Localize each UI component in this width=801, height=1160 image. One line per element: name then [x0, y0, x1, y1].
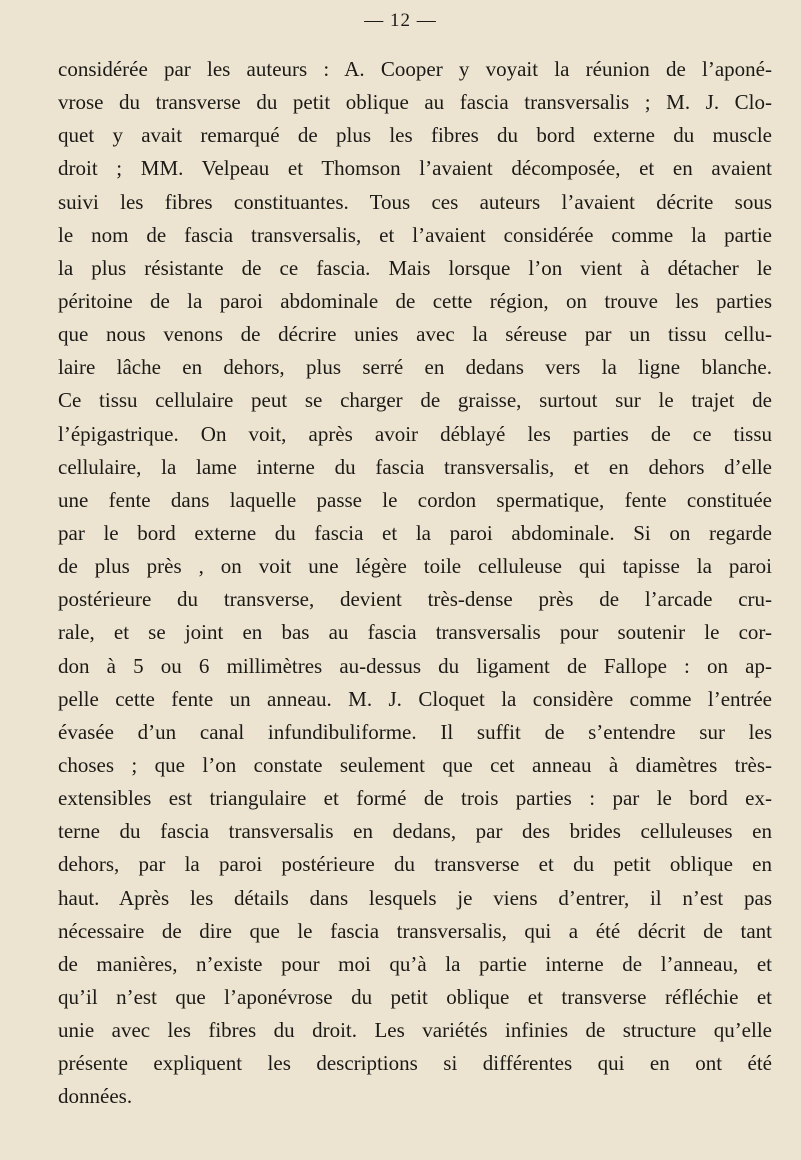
text-line: cellulaire, la lame interne du fascia transversalis, et en dehors d’elle: [58, 454, 772, 479]
text-line: qu’il n’est que l’aponévrose du petit oblique et transverse réfléchie et: [58, 984, 772, 1009]
text-line: quet y avait remarqué de plus les fibres du bord externe du muscle: [58, 123, 772, 148]
text-line: terne du fascia transversalis en dedans, par des brides celluleuses en: [58, 819, 772, 844]
text-line: suivi les fibres constituantes. Tous ces auteurs l’avaient décrite sous: [58, 189, 772, 214]
body-paragraph: [58, 53, 772, 1114]
text-line: postérieure du transverse, devient très-dense près de l’arcade cru-: [58, 587, 772, 612]
text-line: une fente dans laquelle passe le cordon spermatique, fente constituée: [58, 487, 772, 512]
text-line: rale, et se joint en bas au fascia transversalis pour soutenir le cor-: [58, 620, 772, 645]
text-line: extensibles est triangulaire et formé de trois parties : par le bord ex-: [58, 786, 772, 811]
text-line: pelle cette fente un anneau. M. J. Cloquet la considère comme l’entrée: [58, 686, 772, 711]
text-line: péritoine de la paroi abdominale de cette région, on trouve les parties: [58, 288, 772, 313]
page-number: — 12 —: [364, 10, 437, 31]
text-line: Ce tissu cellulaire peut se charger de graisse, surtout sur le trajet de: [58, 388, 772, 413]
text-line: présente expliquent les descriptions si différentes qui en ont été: [58, 1051, 772, 1076]
text-line: la plus résistante de ce fascia. Mais lorsque l’on vient à détacher le: [58, 255, 772, 280]
text-line: de manières, n’existe pour moi qu’à la partie interne de l’anneau, et: [58, 951, 772, 976]
text-line: nécessaire de dire que le fascia transversalis, qui a été décrit de tant: [58, 918, 772, 943]
text-line: laire lâche en dehors, plus serré en dedans vers la ligne blanche.: [58, 355, 772, 380]
text-line: haut. Après les détails dans lesquels je viens d’entrer, il n’est pas: [58, 885, 772, 910]
text-line: de plus près , on voit une légère toile celluleuse qui tapisse la paroi: [58, 554, 772, 579]
text-line: évasée d’un canal infundibuliforme. Il suffit de s’entendre sur les: [58, 719, 772, 744]
text-line: le nom de fascia transversalis, et l’avaient considérée comme la partie: [58, 222, 772, 247]
text-line: que nous venons de décrire unies avec la séreuse par un tissu cellu-: [58, 322, 772, 347]
text-line: unie avec les fibres du droit. Les variétés infinies de structure qu’elle: [58, 1018, 772, 1043]
text-line: dehors, par la paroi postérieure du transverse et du petit oblique en: [58, 852, 772, 877]
text-line: vrose du transverse du petit oblique au fascia transversalis ; M. J. Clo-: [58, 90, 772, 115]
text-line: choses ; que l’on constate seulement que cet anneau à diamètres très-: [58, 752, 772, 777]
text-line: droit ; MM. Velpeau et Thomson l’avaient décomposée, et en avaient: [58, 156, 772, 181]
text-line: l’épigastrique. On voit, après avoir déblayé les parties de ce tissu: [58, 421, 772, 446]
text-line: considérée par les auteurs : A. Cooper y voyait la réunion de l’aponé-: [58, 57, 772, 81]
text-line: par le bord externe du fascia et la paroi abdominale. Si on regarde: [58, 520, 772, 545]
text-line: données.: [58, 1084, 133, 1109]
text-line: don à 5 ou 6 millimètres au-dessus du ligament de Fallope : on ap-: [58, 653, 772, 678]
